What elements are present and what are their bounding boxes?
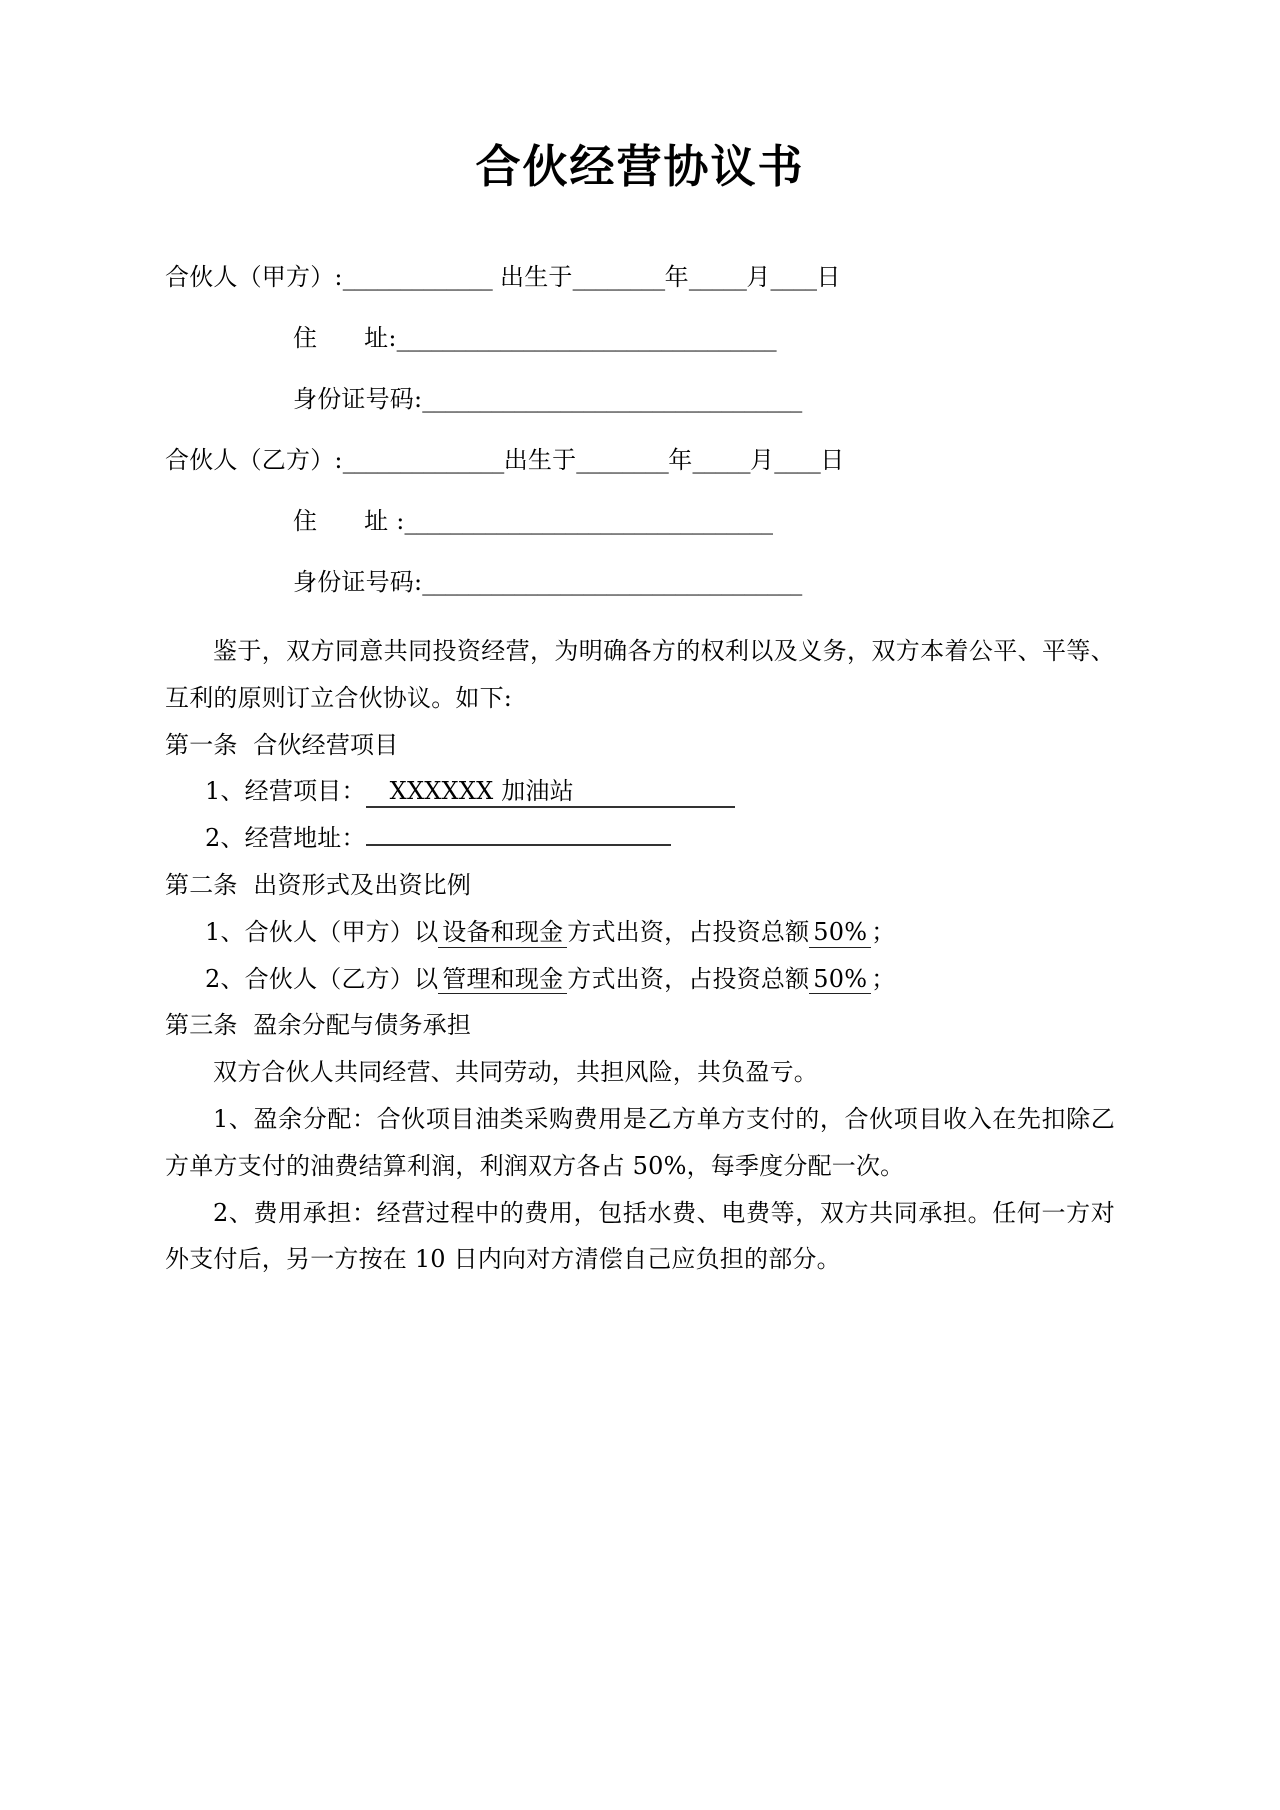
clause-1-item-1	[165, 768, 1115, 815]
party-b-address-label: 住 址 :	[293, 507, 405, 535]
party-a-name-blank[interactable]: _____________	[342, 263, 493, 291]
party-a-name-row	[165, 262, 1115, 292]
party-b-year-unit: 年	[668, 446, 693, 474]
party-a-month-unit: 月	[746, 263, 771, 291]
clause-2-item-2-middle: 方式出资，占投资总额	[567, 964, 810, 993]
party-b-name-blank[interactable]: ______________	[342, 446, 504, 474]
party-a-birth-day-blank[interactable]: ____	[770, 263, 817, 291]
party-a-address-blank[interactable]: _________________________________	[396, 324, 777, 352]
party-a-birth-month-blank[interactable]: _____	[688, 263, 747, 291]
party-a-birth-prefix: 出生于	[492, 263, 573, 291]
party-a-address-label: 住 址:	[293, 324, 397, 352]
party-a-id-label: 身份证号码:	[293, 385, 423, 413]
clause-3-lead-paragraph: 双方合伙人共同经营、共同劳动，共担风险，共负盈亏。	[213, 1058, 818, 1087]
clause-2-heading: 第二条 出资形式及出资比例	[165, 870, 472, 899]
party-b-birth-day-blank[interactable]: ____	[774, 446, 821, 474]
party-a-name-label: 合伙人（甲方）:	[165, 263, 343, 291]
party-a-year-unit: 年	[664, 263, 689, 291]
clause-2-item-2	[165, 956, 1115, 1003]
party-b-id-label: 身份证号码:	[293, 568, 423, 596]
party-b-id-blank[interactable]: _________________________________	[422, 568, 802, 596]
party-b-name-label: 合伙人（乙方）:	[165, 446, 343, 474]
clause-3-heading: 第三条 盈余分配与债务承担	[165, 1011, 472, 1040]
clause-2-item-2-suffix: ；	[871, 964, 896, 993]
party-b-id-row	[165, 567, 1115, 597]
party-b-day-unit: 日	[820, 446, 845, 474]
party-a-contribution-field[interactable]: 设备和现金	[438, 918, 567, 948]
business-project-field[interactable]: XXXXXX 加油站	[366, 776, 735, 808]
party-a-day-unit: 日	[816, 263, 841, 291]
party-b-contribution-field[interactable]: 管理和现金	[438, 965, 567, 995]
party-b-birth-prefix: 出生于	[503, 446, 577, 474]
clause-2-item-1-suffix: ；	[871, 917, 896, 946]
page-title: 合伙经营协议书	[475, 140, 805, 193]
party-a-percent-field[interactable]: 50%	[809, 918, 871, 948]
clause-1-heading: 第一条 合伙经营项目	[165, 730, 399, 759]
party-a-id-blank[interactable]: _________________________________	[422, 385, 802, 413]
party-b-name-row	[165, 445, 1115, 475]
document-body	[165, 262, 1115, 1283]
clause-2-item-1	[165, 909, 1115, 956]
clause-1-item-2	[165, 815, 1115, 862]
preamble-paragraph: 鉴于，双方同意共同投资经营，为明确各方的权利以及义务，双方本着公平、平等、互利的原则订立合伙协议。如下:	[165, 637, 1115, 712]
party-a-birth-year-blank[interactable]: ________	[572, 263, 665, 291]
clause-1-item-2-label: 2、经营地址：	[205, 824, 366, 853]
clause-2-item-1-middle: 方式出资，占投资总额	[567, 917, 810, 946]
clause-1-item-1-label: 1、经营项目：	[205, 777, 366, 806]
party-a-id-row	[165, 384, 1115, 414]
party-b-address-blank[interactable]: ________________________________	[404, 507, 773, 535]
party-b-month-unit: 月	[750, 446, 775, 474]
party-b-address-row	[165, 506, 1115, 536]
party-a-address-row	[165, 323, 1115, 353]
party-b-birth-year-blank[interactable]: ________	[576, 446, 669, 474]
clause-3-paragraph-1: 1、盈余分配：合伙项目油类采购费用是乙方单方支付的，合伙项目收入在先扣除乙方单方支付的油费结算利润，利润双方各占 50%，每季度分配一次。	[165, 1104, 1115, 1180]
clause-2-item-2-prefix: 2、合伙人（乙方）以	[205, 964, 439, 993]
party-b-birth-month-blank[interactable]: _____	[692, 446, 750, 474]
business-address-field[interactable]	[366, 844, 671, 846]
clause-2-item-1-prefix: 1、合伙人（甲方）以	[205, 917, 439, 946]
clause-3-paragraph-2: 2、费用承担：经营过程中的费用，包括水费、电费等，双方共同承担。任何一方对外支付后，另一方按在 10 日内向对方清偿自己应负担的部分。	[165, 1198, 1115, 1274]
party-b-percent-field[interactable]: 50%	[809, 965, 871, 995]
